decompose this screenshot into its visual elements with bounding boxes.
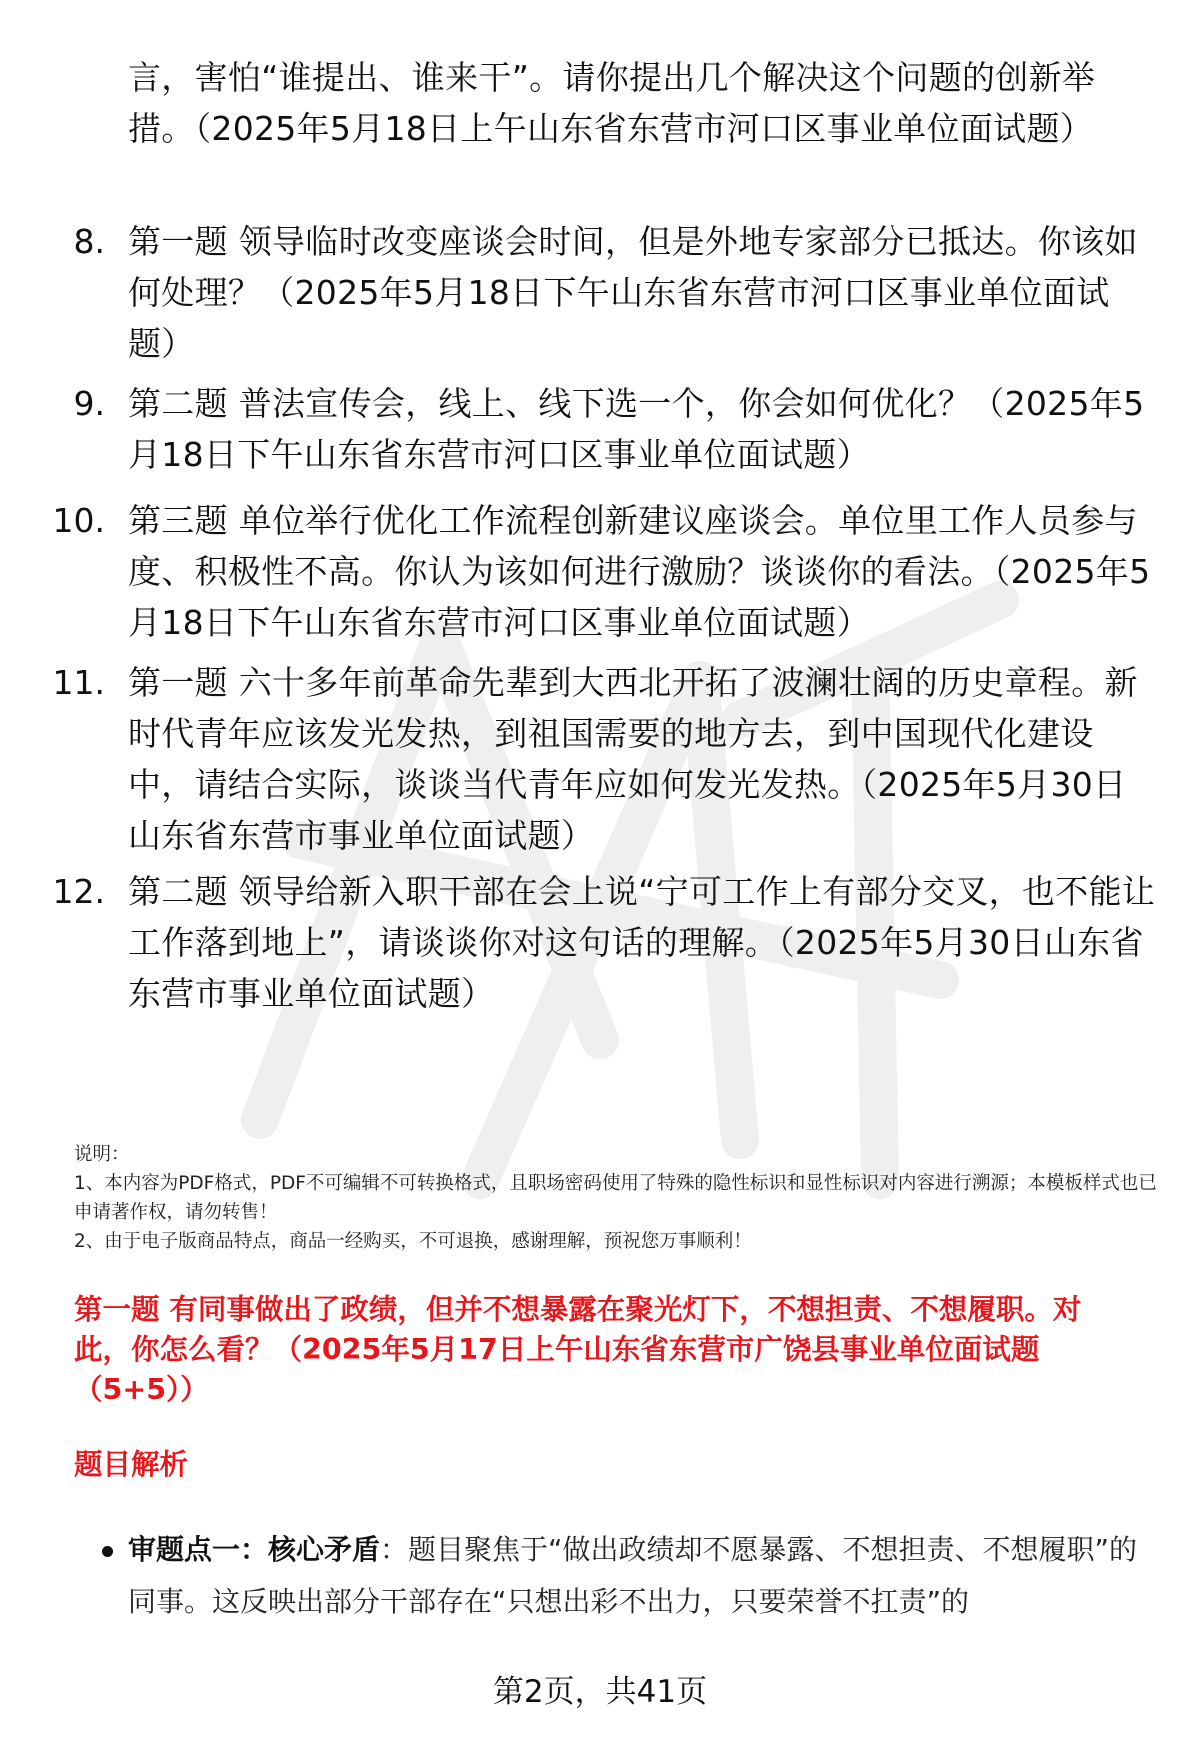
notes-line-2: 2、由于电子版商品特点，商品一经购买，不可退换，感谢理解，预祝您万事顺利！ bbox=[74, 1231, 752, 1252]
bullet-dot-icon bbox=[102, 1546, 113, 1557]
featured-question: 第一题 有同事做出了政绩，但并不想暴露在聚光灯下，不想担责、不想履职。对此，你怎么看？（2025年5月17日上午山东省东营市广饶县事业单位面试题（5+5）） bbox=[74, 1293, 1082, 1406]
analysis-heading: 题目解析 bbox=[74, 1448, 189, 1481]
notes-section bbox=[74, 1140, 1164, 1256]
question-number: 10. bbox=[52, 501, 105, 540]
question-number: 8. bbox=[73, 222, 105, 261]
question-number: 9. bbox=[73, 384, 105, 423]
question-text: 第三题 单位举行优化工作流程创新建议座谈会。单位里工作人员参与度、积极性不高。你认为该如何进行激励？谈谈你的看法。（2025年5月18日下午山东省东营市河口区事业单位面试题） bbox=[128, 501, 1151, 642]
bullet-label: 审题点一：核心矛盾 bbox=[128, 1533, 381, 1566]
bullet-text: ：题目聚焦于“做出政绩却不愿暴露、不想担责、不想履职”的同事。这反映出部分干部存在“只想出彩不出力，只要荣誉不扛责”的 bbox=[128, 1533, 1138, 1618]
question-text: 第二题 普法宣传会，线上、线下选一个，你会如何优化？（2025年5月18日下午山东省东营市河口区事业单位面试题） bbox=[128, 384, 1145, 474]
question-text: 第二题 领导给新入职干部在会上说“宁可工作上有部分交叉，也不能让工作落到地上”，请谈谈你对这句话的理解。（2025年5月30日山东省东营市事业单位面试题） bbox=[128, 872, 1156, 1013]
question-number: 12. bbox=[52, 872, 105, 911]
question-number: 11. bbox=[52, 663, 105, 702]
page-footer: 第2页，共41页 bbox=[492, 1674, 708, 1710]
question-text: 言，害怕“谁提出、谁来干”。请你提出几个解决这个问题的创新举措。（2025年5月18日上午山东省东营市河口区事业单位面试题） bbox=[128, 58, 1096, 148]
analysis-bullet bbox=[128, 1524, 1158, 1628]
notes-title: 说明： bbox=[74, 1144, 130, 1165]
question-text: 第一题 领导临时改变座谈会时间，但是外地专家部分已抵达。你该如何处理？（2025年5月18日下午山东省东营市河口区事业单位面试题） bbox=[128, 222, 1138, 363]
notes-line-1: 1、本内容为PDF格式，PDF不可编辑不可转换格式，且职场密码使用了特殊的隐性标识和显性标识对内容进行溯源；本模板样式也已申请著作权，请勿转售！ bbox=[74, 1173, 1157, 1223]
question-text: 第一题 六十多年前革命先辈到大西北开拓了波澜壮阔的历史章程。新时代青年应该发光发热，到祖国需要的地方去，到中国现代化建设中，请结合实际，谈谈当代青年应如何发光发热。（2025年5月30日山东省东营市事业单位面试题） bbox=[128, 663, 1138, 855]
